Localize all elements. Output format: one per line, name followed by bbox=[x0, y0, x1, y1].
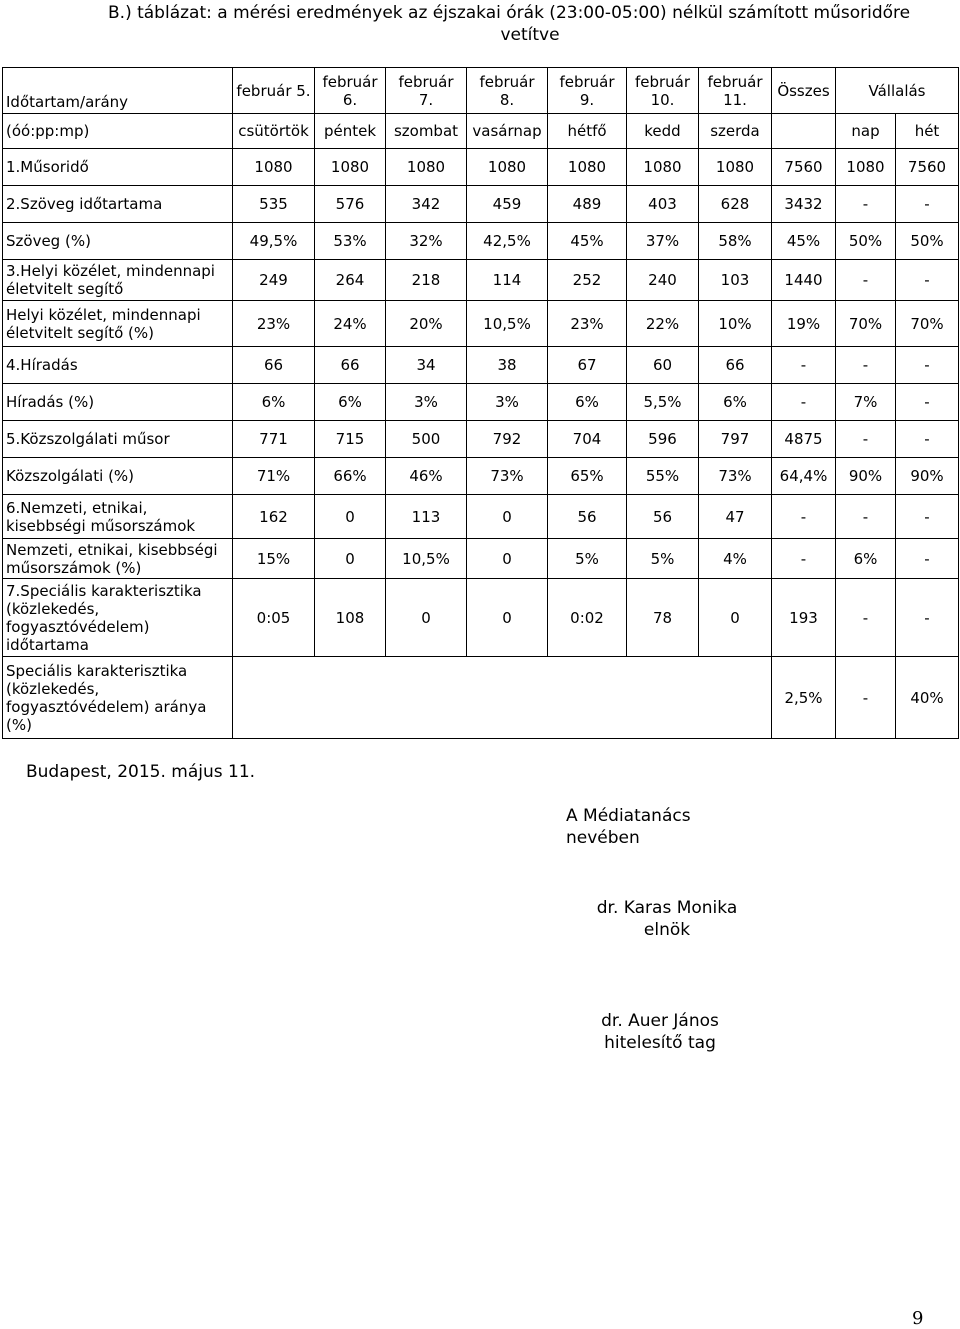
value-cell: 53% bbox=[315, 223, 386, 260]
value-cell: - bbox=[836, 495, 896, 539]
value-cell: 1080 bbox=[836, 149, 896, 186]
day-cell: csütörtök bbox=[233, 114, 315, 149]
value-cell: 10,5% bbox=[386, 539, 467, 579]
value-cell: 0 bbox=[315, 539, 386, 579]
value-cell: 5% bbox=[627, 539, 699, 579]
table-row bbox=[3, 260, 959, 301]
title-line-2: vetítve bbox=[500, 25, 560, 45]
value-cell: 38 bbox=[467, 347, 548, 384]
header-label-duration: Időtartam/arány bbox=[3, 68, 233, 114]
row-label: 1.Műsoridő bbox=[3, 149, 233, 186]
value-cell: 71% bbox=[233, 458, 315, 495]
row-label: Nemzeti, etnikai, kisebbségi műsorszámok (%) bbox=[3, 539, 233, 579]
signer-1-name: dr. Karas Monika bbox=[596, 898, 738, 918]
value-cell: 628 bbox=[699, 186, 772, 223]
value-cell: 34 bbox=[386, 347, 467, 384]
value-cell: - bbox=[836, 347, 896, 384]
value-cell: 45% bbox=[772, 223, 836, 260]
value-cell: 50% bbox=[836, 223, 896, 260]
value-cell: 66% bbox=[315, 458, 386, 495]
header-label-format: (óó:pp:mp) bbox=[3, 114, 233, 149]
row-label: 7.Speciális karakterisztika (közlekedés, fogyasztóvédelem) időtartama bbox=[3, 579, 233, 657]
table-row bbox=[3, 421, 959, 458]
value-cell: 56 bbox=[548, 495, 627, 539]
day-cell: péntek bbox=[315, 114, 386, 149]
signer-2 bbox=[560, 1010, 760, 1054]
row-label: 5.Közszolgálati műsor bbox=[3, 421, 233, 458]
value-cell: 7% bbox=[836, 384, 896, 421]
value-cell: - bbox=[772, 495, 836, 539]
day-cell: szerda bbox=[699, 114, 772, 149]
value-cell: 73% bbox=[699, 458, 772, 495]
value-cell: 42,5% bbox=[467, 223, 548, 260]
date-cell: február 10. bbox=[627, 68, 699, 114]
value-cell: - bbox=[896, 579, 959, 657]
value-cell: 4% bbox=[699, 539, 772, 579]
value-cell: 19% bbox=[772, 301, 836, 347]
table-row bbox=[3, 347, 959, 384]
value-cell: 1080 bbox=[627, 149, 699, 186]
value-cell: 78 bbox=[627, 579, 699, 657]
date-cell: február 6. bbox=[315, 68, 386, 114]
value-cell: 0:02 bbox=[548, 579, 627, 657]
commit-day-header: nap bbox=[836, 114, 896, 149]
table-row bbox=[3, 186, 959, 223]
value-cell: 792 bbox=[467, 421, 548, 458]
value-cell: 535 bbox=[233, 186, 315, 223]
table-row bbox=[3, 539, 959, 579]
value-cell: 73% bbox=[467, 458, 548, 495]
value-cell: 4875 bbox=[772, 421, 836, 458]
day-cell: szombat bbox=[386, 114, 467, 149]
value-cell: 1080 bbox=[386, 149, 467, 186]
value-cell: 37% bbox=[627, 223, 699, 260]
header-days-row bbox=[3, 114, 959, 149]
value-cell: 7560 bbox=[896, 149, 959, 186]
value-cell: - bbox=[896, 421, 959, 458]
value-cell: 0 bbox=[467, 579, 548, 657]
value-cell: 20% bbox=[386, 301, 467, 347]
value-cell: 1080 bbox=[699, 149, 772, 186]
date-cell: február 5. bbox=[233, 68, 315, 114]
value-cell: 704 bbox=[548, 421, 627, 458]
value-cell: 113 bbox=[386, 495, 467, 539]
value-cell: 40% bbox=[896, 657, 959, 739]
value-cell: 66 bbox=[233, 347, 315, 384]
value-cell: 459 bbox=[467, 186, 548, 223]
results-table bbox=[2, 67, 959, 739]
value-cell: 1080 bbox=[233, 149, 315, 186]
value-cell: 403 bbox=[627, 186, 699, 223]
table-row bbox=[3, 149, 959, 186]
value-cell: 252 bbox=[548, 260, 627, 301]
value-cell: - bbox=[896, 384, 959, 421]
value-cell: - bbox=[896, 347, 959, 384]
row-label: 4.Híradás bbox=[3, 347, 233, 384]
value-cell: 1440 bbox=[772, 260, 836, 301]
row-label: Híradás (%) bbox=[3, 384, 233, 421]
value-cell: 797 bbox=[699, 421, 772, 458]
day-cell: hétfő bbox=[548, 114, 627, 149]
value-cell: 45% bbox=[548, 223, 627, 260]
value-cell: 576 bbox=[315, 186, 386, 223]
value-cell: 67 bbox=[548, 347, 627, 384]
value-cell: 50% bbox=[896, 223, 959, 260]
value-cell: 65% bbox=[548, 458, 627, 495]
value-cell: - bbox=[836, 186, 896, 223]
value-cell: 771 bbox=[233, 421, 315, 458]
value-cell: 108 bbox=[315, 579, 386, 657]
value-cell: 489 bbox=[548, 186, 627, 223]
value-cell: 103 bbox=[699, 260, 772, 301]
table-row bbox=[3, 301, 959, 347]
value-cell: 23% bbox=[233, 301, 315, 347]
row-label: 3.Helyi közélet, mindennapi életvitelt segítő bbox=[3, 260, 233, 301]
value-cell: - bbox=[836, 421, 896, 458]
value-cell: 22% bbox=[627, 301, 699, 347]
value-cell: 23% bbox=[548, 301, 627, 347]
value-cell: 0 bbox=[315, 495, 386, 539]
value-cell: 10% bbox=[699, 301, 772, 347]
value-cell: - bbox=[896, 539, 959, 579]
value-cell: 47 bbox=[699, 495, 772, 539]
value-cell: 49,5% bbox=[233, 223, 315, 260]
value-cell: 58% bbox=[699, 223, 772, 260]
commit-week-header: hét bbox=[896, 114, 959, 149]
signer-1-role: elnök bbox=[643, 920, 691, 940]
value-cell: 24% bbox=[315, 301, 386, 347]
value-cell: 6% bbox=[548, 384, 627, 421]
table-row bbox=[3, 458, 959, 495]
value-cell: 500 bbox=[386, 421, 467, 458]
total-header: Összes bbox=[772, 68, 836, 114]
total-day-empty bbox=[772, 114, 836, 149]
on-behalf-text: A Médiatanács nevében bbox=[566, 806, 691, 848]
value-cell: 66 bbox=[699, 347, 772, 384]
value-cell: 56 bbox=[627, 495, 699, 539]
value-cell: 0 bbox=[699, 579, 772, 657]
value-cell: 55% bbox=[627, 458, 699, 495]
value-cell: 342 bbox=[386, 186, 467, 223]
value-cell: 15% bbox=[233, 539, 315, 579]
table-row bbox=[3, 223, 959, 260]
value-cell: 0:05 bbox=[233, 579, 315, 657]
value-cell: 2,5% bbox=[772, 657, 836, 739]
value-cell: 0 bbox=[386, 579, 467, 657]
row-label: 2.Szöveg időtartama bbox=[3, 186, 233, 223]
table-row bbox=[3, 579, 959, 657]
value-cell: 46% bbox=[386, 458, 467, 495]
value-cell: 240 bbox=[627, 260, 699, 301]
value-cell: 3432 bbox=[772, 186, 836, 223]
signer-1 bbox=[567, 897, 767, 941]
value-cell: 32% bbox=[386, 223, 467, 260]
day-cell: vasárnap bbox=[467, 114, 548, 149]
value-cell: 90% bbox=[896, 458, 959, 495]
signer-2-name: dr. Auer János bbox=[601, 1011, 719, 1031]
value-cell: 6% bbox=[315, 384, 386, 421]
value-cell: - bbox=[772, 347, 836, 384]
table-row bbox=[3, 384, 959, 421]
title-line-1: B.) táblázat: a mérési eredmények az éjszakai órák (23:00-05:00) nélkül számított műsoridőre bbox=[108, 3, 911, 23]
value-cell: 90% bbox=[836, 458, 896, 495]
value-cell: 249 bbox=[233, 260, 315, 301]
row-label: Helyi közélet, mindennapi életvitelt segítő (%) bbox=[3, 301, 233, 347]
value-cell: 7560 bbox=[772, 149, 836, 186]
value-cell: 6% bbox=[233, 384, 315, 421]
value-cell: 5% bbox=[548, 539, 627, 579]
value-cell: 715 bbox=[315, 421, 386, 458]
value-cell: 1080 bbox=[548, 149, 627, 186]
value-cell: 162 bbox=[233, 495, 315, 539]
value-cell: 64,4% bbox=[772, 458, 836, 495]
value-cell: - bbox=[836, 260, 896, 301]
value-cell: 70% bbox=[896, 301, 959, 347]
value-cell: 596 bbox=[627, 421, 699, 458]
value-cell: - bbox=[772, 384, 836, 421]
value-cell: 114 bbox=[467, 260, 548, 301]
value-cell: 70% bbox=[836, 301, 896, 347]
value-cell: 0 bbox=[467, 495, 548, 539]
value-cell: - bbox=[772, 539, 836, 579]
commit-header: Vállalás bbox=[836, 68, 959, 114]
value-cell: 10,5% bbox=[467, 301, 548, 347]
value-cell: - bbox=[896, 186, 959, 223]
value-cell: 6% bbox=[836, 539, 896, 579]
value-cell: 0 bbox=[467, 539, 548, 579]
row-label: Szöveg (%) bbox=[3, 223, 233, 260]
value-cell: 66 bbox=[315, 347, 386, 384]
row-label: 6.Nemzeti, etnikai, kisebbségi műsorszámok bbox=[3, 495, 233, 539]
value-cell: 6% bbox=[699, 384, 772, 421]
value-cell: 1080 bbox=[467, 149, 548, 186]
day-cell: kedd bbox=[627, 114, 699, 149]
table-row bbox=[3, 495, 959, 539]
date-cell: február 11. bbox=[699, 68, 772, 114]
page-number: 9 bbox=[912, 1308, 924, 1329]
value-cell: - bbox=[836, 657, 896, 739]
date-cell: február 9. bbox=[548, 68, 627, 114]
header-dates-row bbox=[3, 68, 959, 114]
signer-2-role: hitelesítő tag bbox=[604, 1033, 716, 1053]
value-cell: 1080 bbox=[315, 149, 386, 186]
value-cell: - bbox=[896, 260, 959, 301]
value-cell: 193 bbox=[772, 579, 836, 657]
row-label: Közszolgálati (%) bbox=[3, 458, 233, 495]
value-cell: 3% bbox=[386, 384, 467, 421]
value-cell: 60 bbox=[627, 347, 699, 384]
value-cell: 5,5% bbox=[627, 384, 699, 421]
empty-cell bbox=[233, 657, 772, 739]
date-cell: február 8. bbox=[467, 68, 548, 114]
value-cell: 218 bbox=[386, 260, 467, 301]
date-cell: február 7. bbox=[386, 68, 467, 114]
table-row bbox=[3, 657, 959, 739]
value-cell: 264 bbox=[315, 260, 386, 301]
place-date: Budapest, 2015. május 11. bbox=[26, 762, 256, 782]
value-cell: - bbox=[836, 579, 896, 657]
row-label: Speciális karakterisztika (közlekedés, fogyasztóvédelem) aránya (%) bbox=[3, 657, 233, 739]
value-cell: - bbox=[896, 495, 959, 539]
value-cell: 3% bbox=[467, 384, 548, 421]
